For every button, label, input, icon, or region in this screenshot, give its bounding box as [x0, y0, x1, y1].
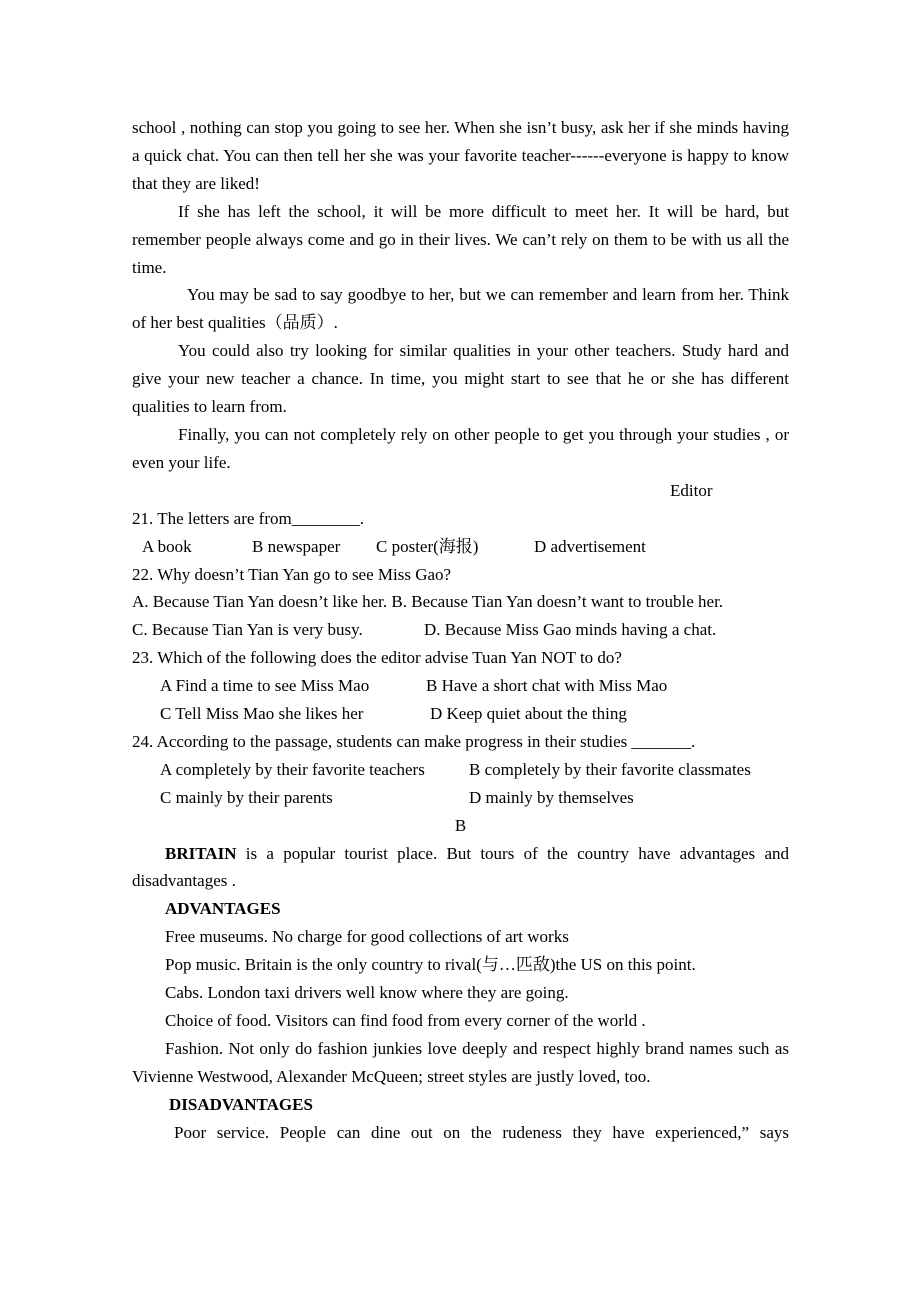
q22-options-ab: A. Because Tian Yan doesn’t like her. B. Because Tian Yan doesn’t want to trouble her.: [132, 592, 724, 612]
q24-option-b: B completely by their favorite classmates: [469, 759, 751, 779]
advantage-item: Choice of food. Visitors can find food from every corner of the world .: [165, 1011, 646, 1030]
passage-a-paragraph-4: You could also try looking for similar qualities in your other teachers. Study hard and give your new teacher a chance. In time, you might start to see that he or she has different qualities to learn from.: [132, 341, 789, 417]
q22-option-c: C. Because Tian Yan is very busy.: [132, 620, 363, 640]
advantage-item: Cabs. London taxi drivers well know where they are going.: [165, 983, 569, 1003]
question-23-options-ab: [132, 672, 789, 700]
q23-option-c: C Tell Miss Mao she likes her: [160, 704, 364, 724]
disadvantages-heading: DISADVANTAGES: [169, 1094, 313, 1114]
q24-option-a: A completely by their favorite teachers: [160, 759, 425, 779]
q24-option-d: D mainly by themselves: [469, 787, 634, 807]
question-22-stem: 22. Why doesn’t Tian Yan go to see Miss Gao?: [132, 564, 452, 584]
question-23-options-cd: [132, 700, 789, 728]
q21-option-c: C poster(海报): [376, 536, 479, 556]
passage-b-intro-rest: is a popular tourist place. But tours of the country have advantages and disadvantages .: [132, 843, 789, 891]
disadvantage-item: Poor service. People can dine out on the rudeness they have experienced,” says: [174, 1122, 789, 1142]
advantage-item: Pop music. Britain is the only country to rival(与…匹敌)the US on this point.: [165, 955, 696, 975]
passage-a-paragraph-3: You may be sad to say goodbye to her, but we can remember and learn from her. Think of her best qualities（品质）.: [132, 285, 789, 333]
q21-option-b: B newspaper: [252, 536, 341, 556]
advantages-heading: ADVANTAGES: [165, 899, 281, 919]
advantage-item: Free museums. No charge for good collections of art works: [165, 927, 569, 947]
q22-option-d: D. Because Miss Gao minds having a chat.: [424, 620, 717, 640]
question-24-options-ab: [132, 756, 789, 784]
q23-option-a: A Find a time to see Miss Mao: [160, 676, 370, 696]
q24-option-c: C mainly by their parents: [160, 787, 333, 807]
question-24-options-cd: [132, 784, 789, 812]
passage-b-intro-bold: BRITAIN: [165, 843, 237, 863]
q23-option-b: B Have a short chat with Miss Mao: [426, 676, 668, 696]
passage-a-paragraph-1: school , nothing can stop you going to see her. When she isn’t busy, ask her if she minds having a quick chat. You can then tell her she was your favorite teacher------everyone is happy to know that they are liked!: [132, 118, 789, 193]
question-22-options-cd: [132, 616, 789, 644]
q21-option-d: D advertisement: [534, 536, 646, 556]
page-content: [132, 114, 789, 1147]
question-23-stem: 23. Which of the following does the editor advise Tuan Yan NOT to do?: [132, 648, 622, 668]
passage-b-intro: [132, 840, 789, 896]
passage-a-paragraph-5: Finally, you can not completely rely on other people to get you through your studies , or even your life.: [132, 424, 789, 472]
editor-signature: Editor: [670, 480, 713, 500]
question-21-options: [132, 533, 789, 561]
question-24-stem: 24. According to the passage, students can make progress in their studies _______.: [132, 731, 696, 751]
passage-b-label: B: [454, 815, 467, 835]
passage-a-paragraph-2: If she has left the school, it will be more difficult to meet her. It will be hard, but remember people always come and go in their lives. We can’t rely on them to be with us all the time.: [132, 201, 789, 277]
question-21-stem: 21. The letters are from________.: [132, 508, 364, 528]
q23-option-d: D Keep quiet about the thing: [430, 704, 627, 724]
q21-option-a: A book: [142, 536, 192, 556]
advantage-item: Fashion. Not only do fashion junkies love deeply and respect highly brand names such as Vivienne Westwood, Alexander McQueen; street styles are justly loved, too.: [132, 1038, 789, 1086]
